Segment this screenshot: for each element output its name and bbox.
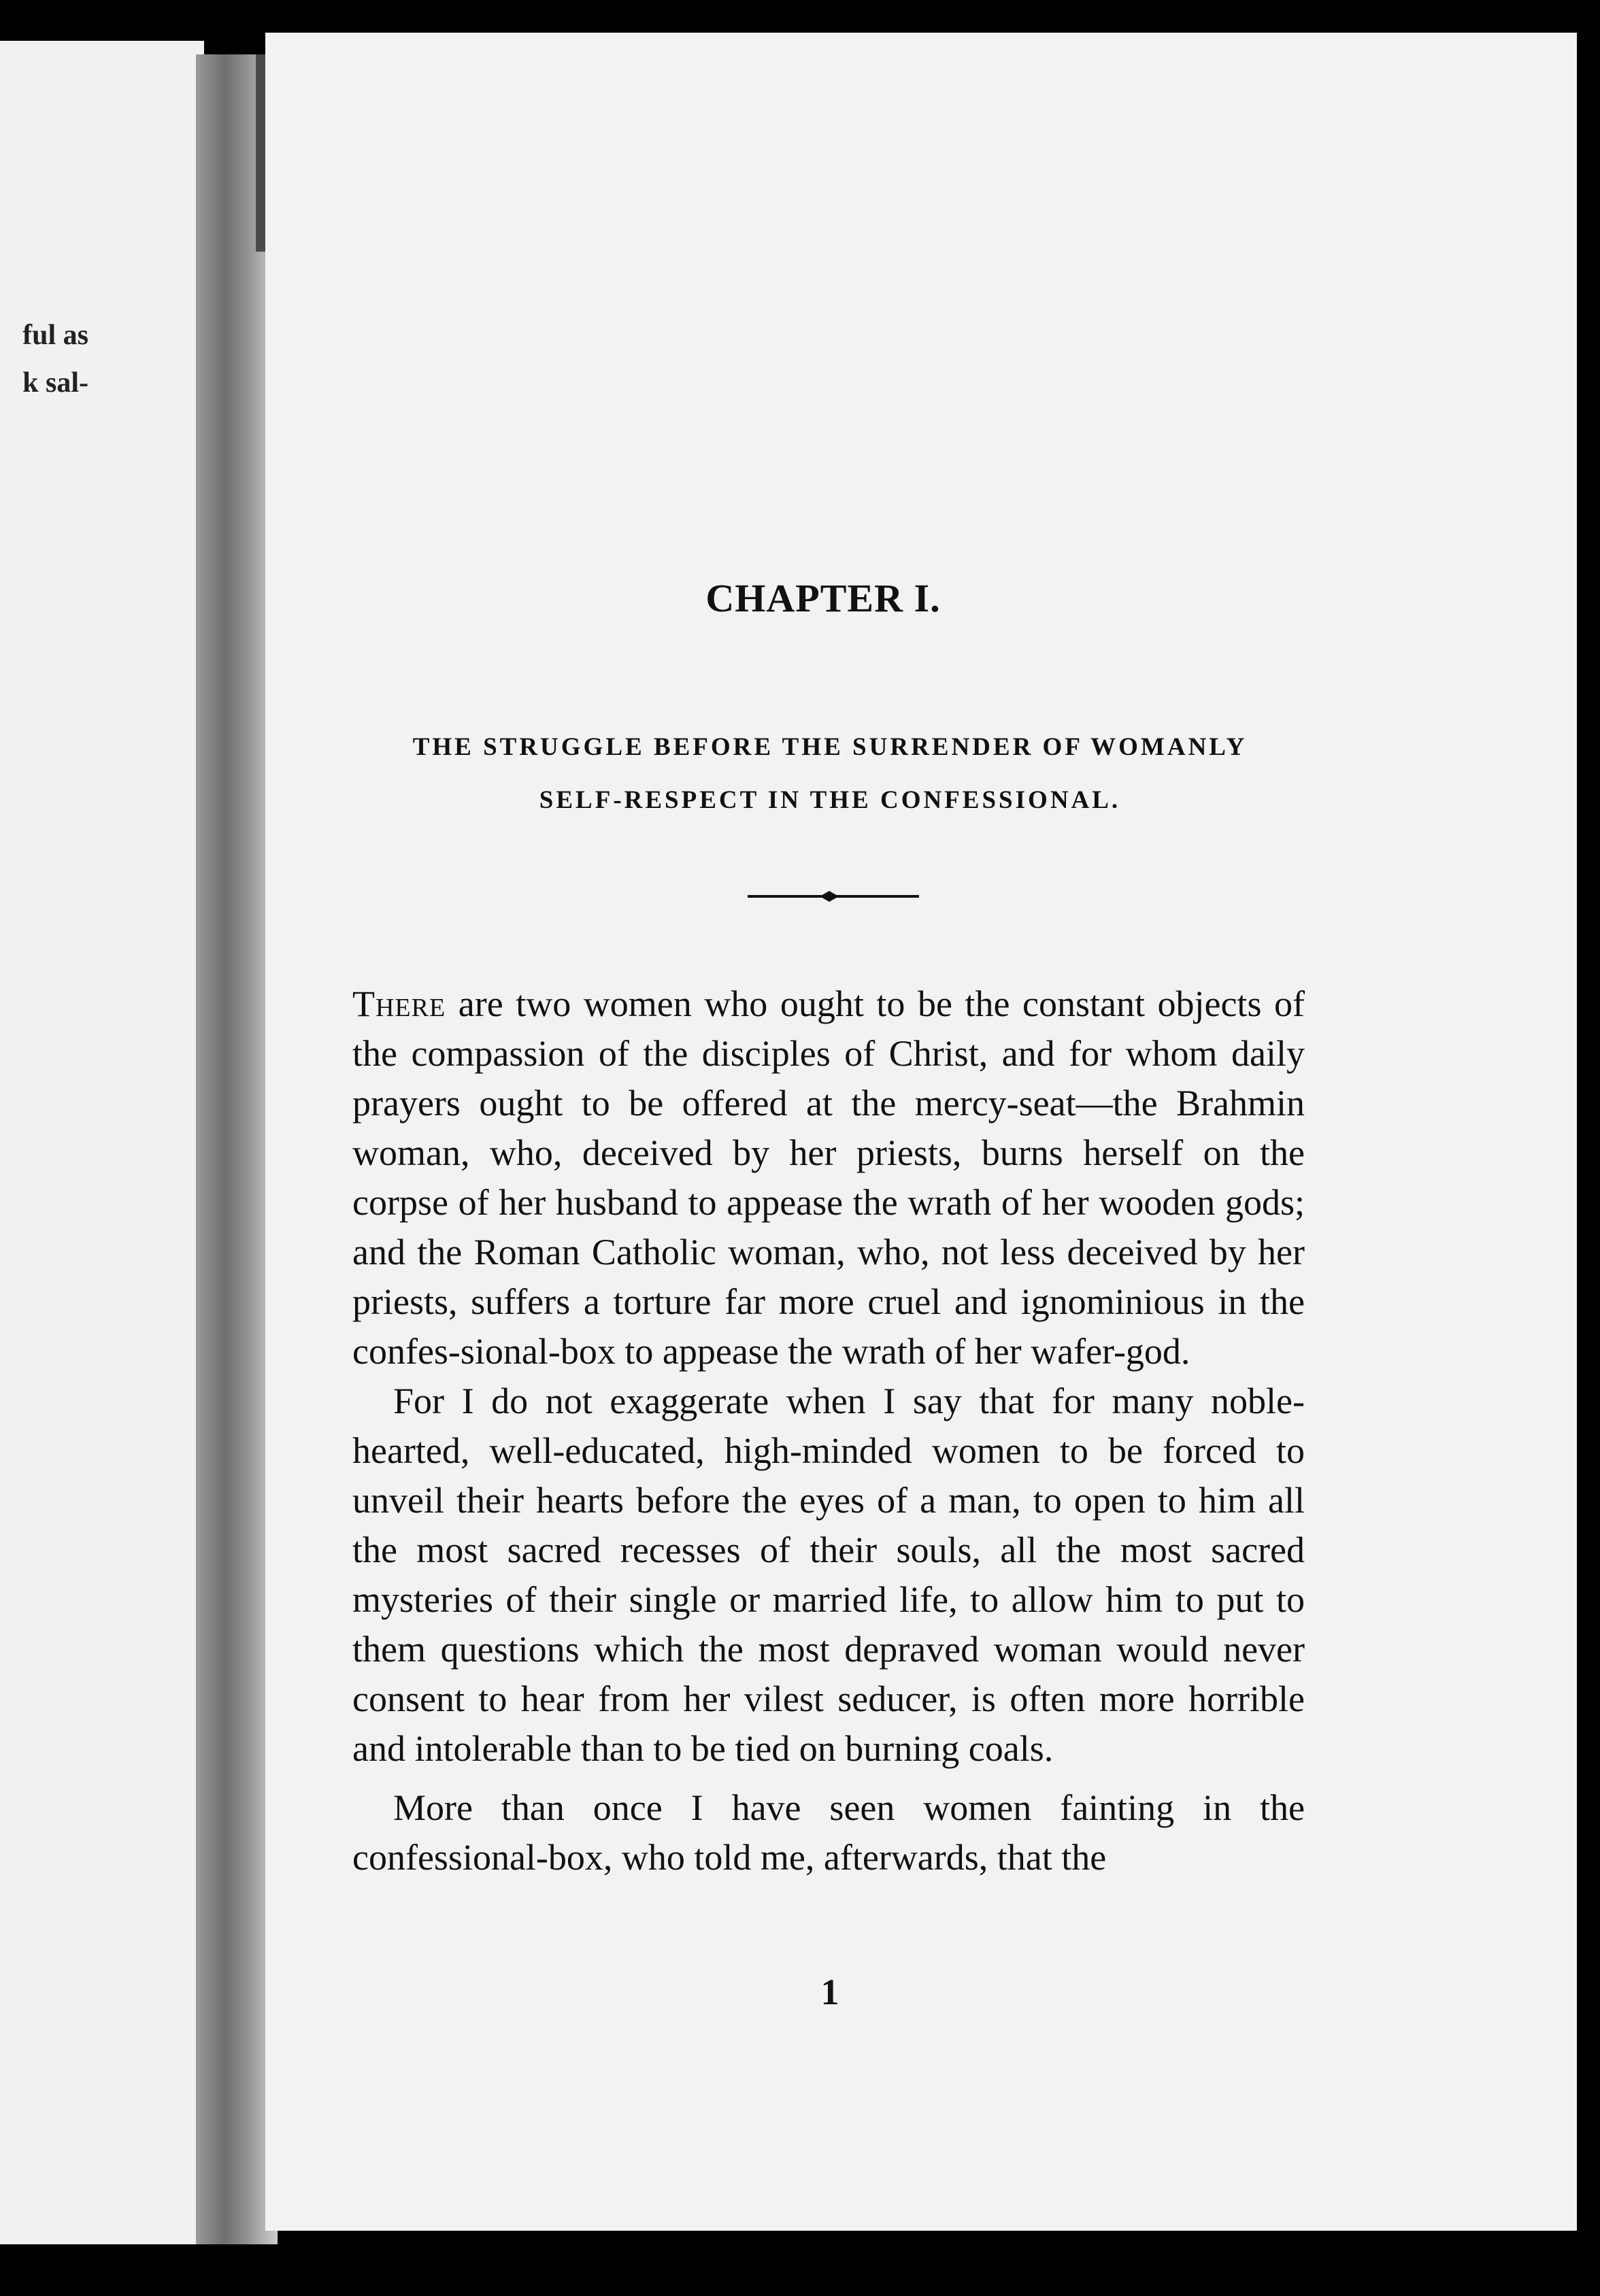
page-number: 1 xyxy=(820,1972,839,2012)
left-page-edge xyxy=(0,41,204,2244)
paragraph: For I do not exaggerate when I say that for many noble-hearted, well-educated, high-minded women to be forced to unveil their hearts before the eyes of a man, to open to him all the most sacred recesses of their souls, all the most sacred mysteries of their single or married life, to allow him to put to them questions which the most depraved woman would never consent to hear from her vilest seducer, is often more horrible and intolerable than to be tied on burning coals. xyxy=(352,1381,1305,1769)
chapter-body xyxy=(352,979,1305,1883)
paragraph: More than once I have seen women fainting in the confessional-box, who told me, afterwards, that the xyxy=(352,1787,1305,1878)
paragraph-text: are two women who ought to be the constant objects of the compassion of the disciples of Christ, and for whom daily prayers ought to be offered at the mercy-seat—the Brahmin woman, who, deceived by her priests, burns herself on the corpse of her husband to appease the wrath of her wooden gods; and the Roman Catholic woman, who, not less deceived by her priests, suffers a torture far more cruel and ignominious in the confes-sional-box to appease the wrath of her wafer-god. xyxy=(352,983,1305,1372)
ornament-divider xyxy=(745,886,922,907)
chapter-subtitle xyxy=(347,721,1313,827)
chapter-subtitle-line: SELF-RESPECT IN THE CONFESSIONAL. xyxy=(539,786,1121,814)
chapter-subtitle-line: THE STRUGGLE BEFORE THE SURRENDER OF WOMANLY xyxy=(412,733,1248,761)
left-page-text-fragment: k sal- xyxy=(22,367,88,399)
chapter-title: CHAPTER I. xyxy=(705,576,941,620)
paragraph xyxy=(352,979,1305,1377)
paragraph-lead-word: There xyxy=(352,983,446,1024)
left-page-text-fragment: ful as xyxy=(22,320,88,351)
